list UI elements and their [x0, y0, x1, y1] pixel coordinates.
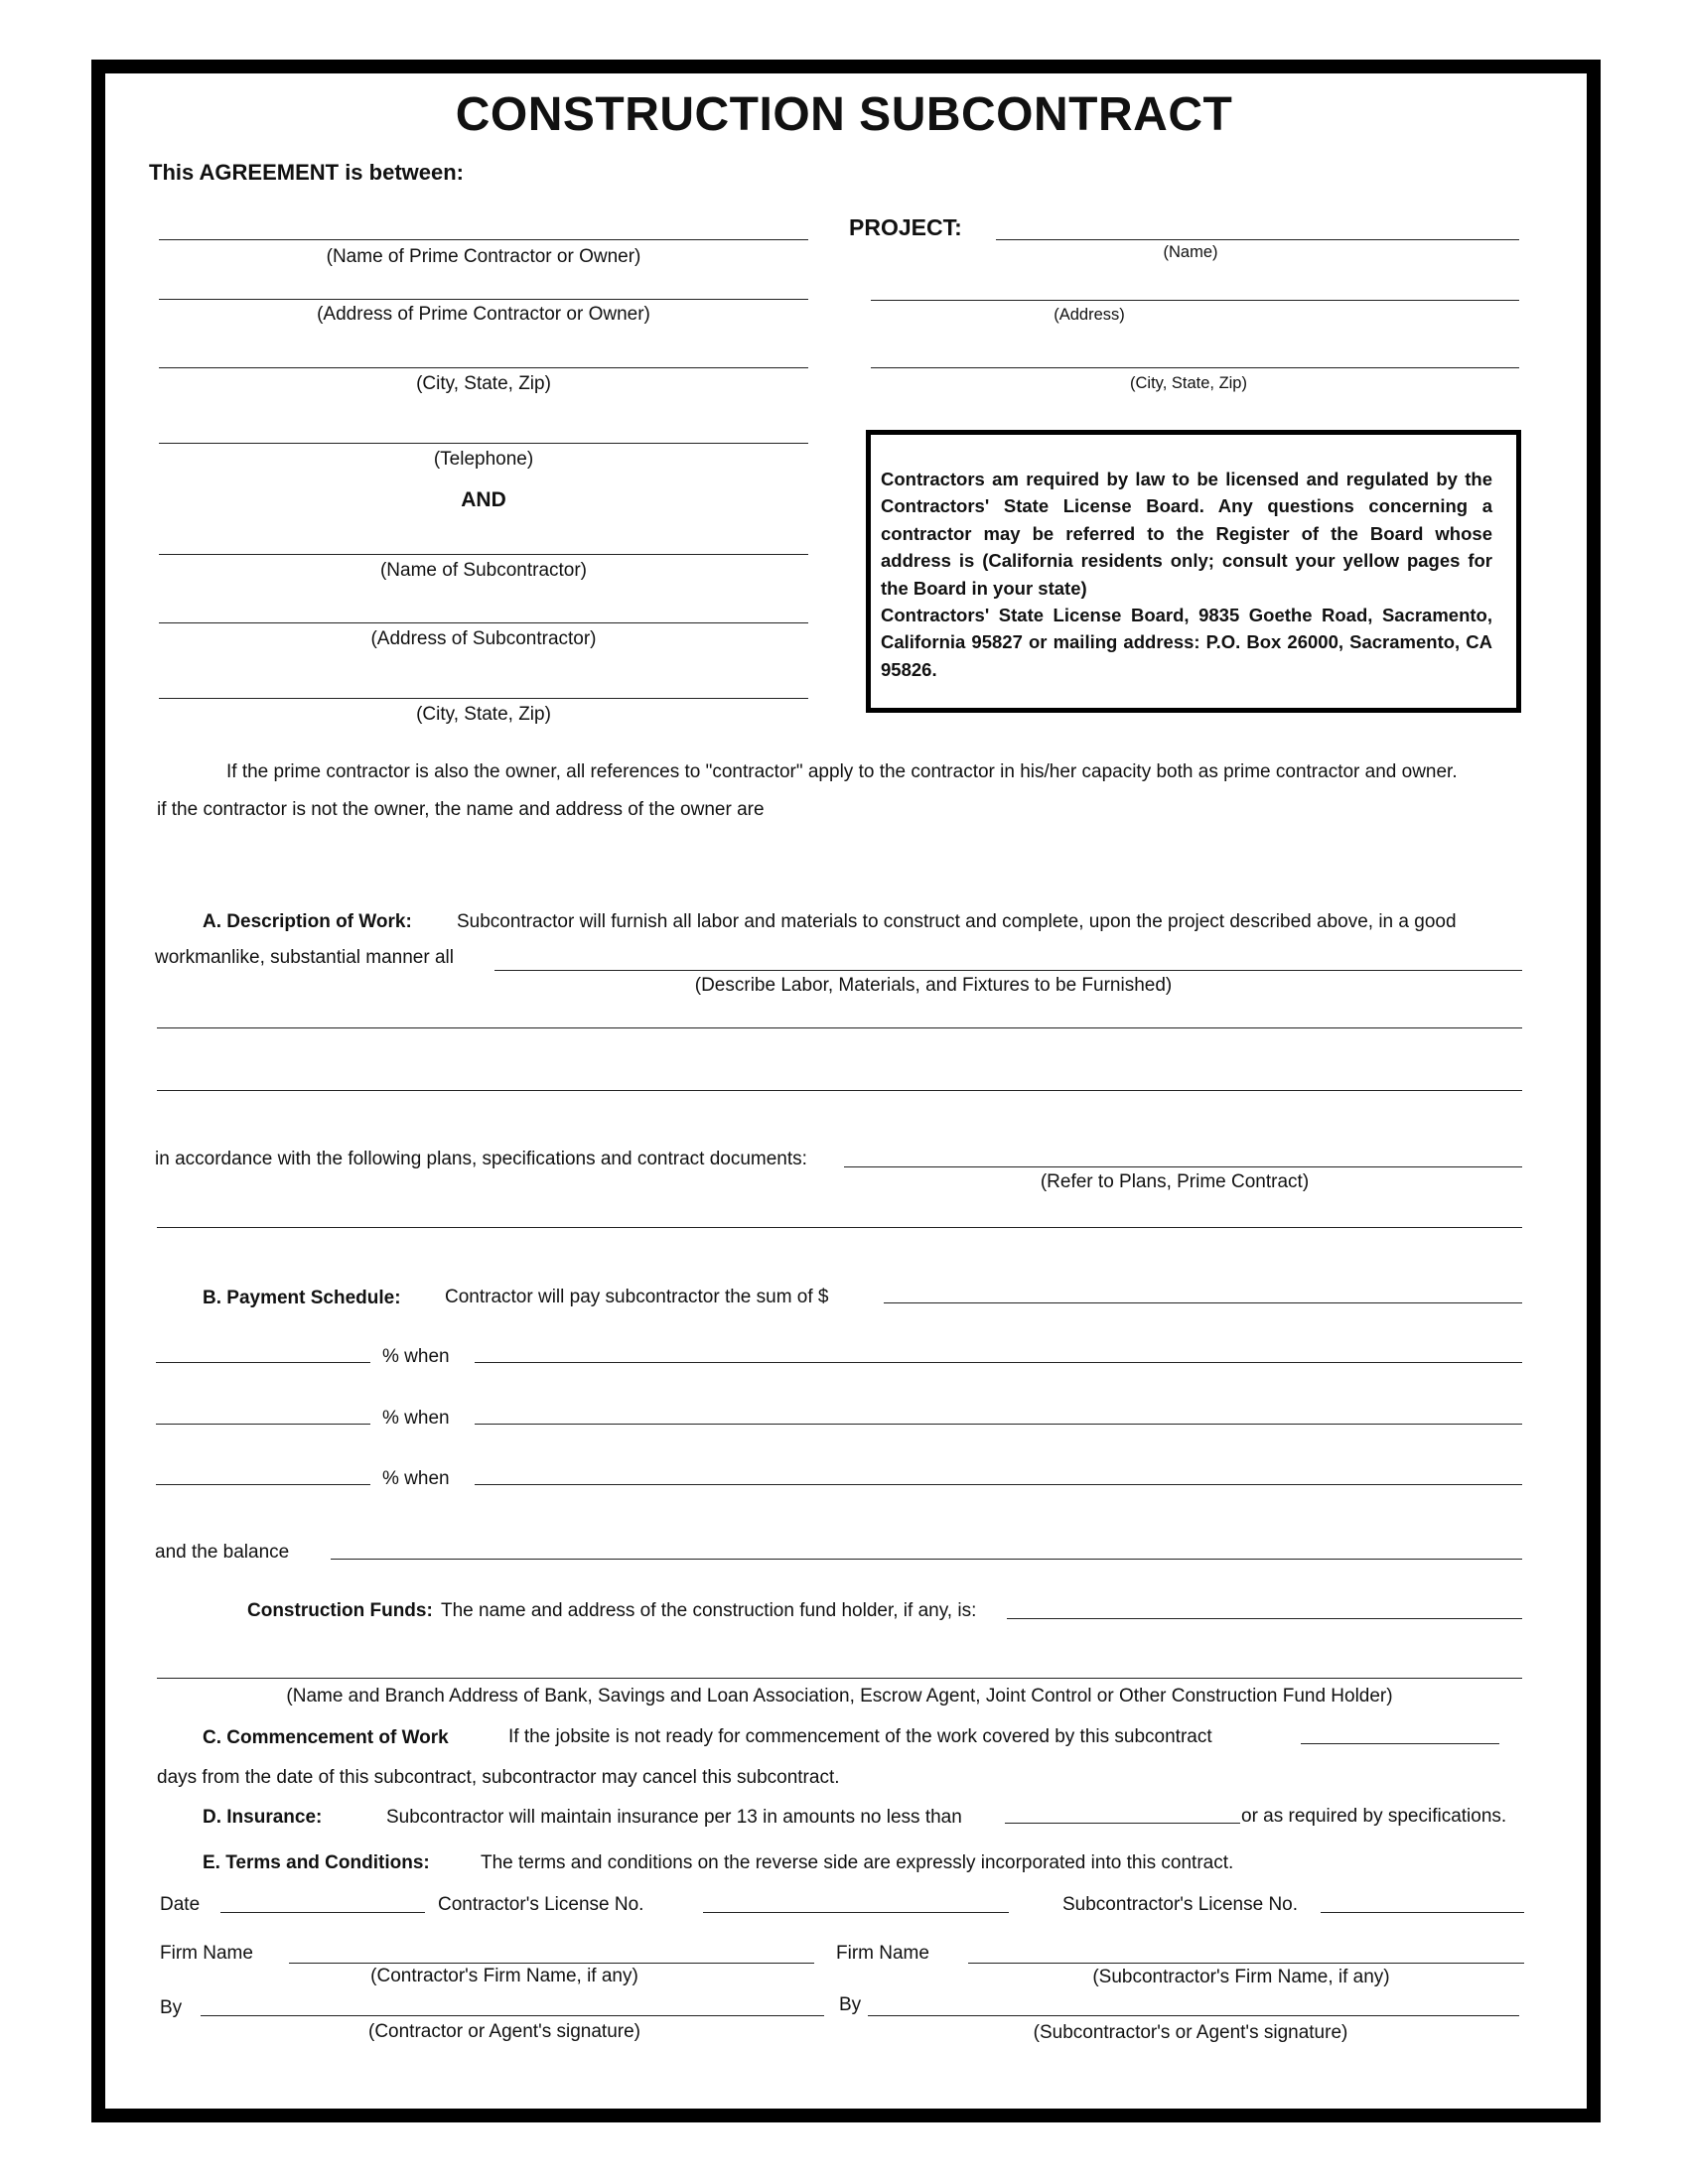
when-field-3[interactable]	[475, 1484, 1522, 1485]
when-field-1[interactable]	[475, 1362, 1522, 1363]
sub-by-label: By	[839, 1994, 862, 2015]
plans-text: in accordance with the following plans, specifications and contract documents:	[155, 1149, 807, 1169]
percent-field-1[interactable]	[156, 1362, 370, 1363]
percent-field-3[interactable]	[156, 1484, 370, 1485]
sub-address-field[interactable]	[159, 622, 808, 623]
section-a-text2: workmanlike, substantial manner all	[155, 947, 454, 968]
work-description-line-3[interactable]	[157, 1090, 1522, 1091]
construction-funds-heading: Construction Funds:	[247, 1600, 433, 1621]
balance-field[interactable]	[331, 1559, 1522, 1560]
project-city-field[interactable]	[871, 367, 1519, 368]
notice-paragraph: Contractors am required by law to be licensed and regulated by the Contractors' State License Board. Any questions concerning a contractor may be referred to the Register of the Board whose address is (California residents only; consult your yellow pages for the Board in your state)	[881, 469, 1492, 599]
project-name-caption: (Name)	[1163, 243, 1218, 261]
contractor-firm-label: Firm Name	[160, 1943, 253, 1964]
prime-address-field[interactable]	[159, 299, 808, 300]
sub-firm-field[interactable]	[968, 1963, 1524, 1964]
balance-label: and the balance	[155, 1542, 290, 1563]
section-c-text2: days from the date of this subcontract, subcontractor may cancel this subcontract.	[157, 1767, 840, 1788]
sub-license-label: Subcontractor's License No.	[1062, 1894, 1299, 1915]
fund-holder-caption: (Name and Branch Address of Bank, Savings and Loan Association, Escrow Agent, Joint Control or Other Construction Fund Holder)	[286, 1686, 1393, 1706]
plans-caption: (Refer to Plans, Prime Contract)	[1040, 1171, 1310, 1192]
work-description-field[interactable]	[494, 970, 1522, 971]
contractor-signature-caption: (Contractor or Agent's signature)	[368, 2021, 640, 2042]
work-description-caption: (Describe Labor, Materials, and Fixtures to be Furnished)	[694, 975, 1173, 996]
contractor-firm-caption: (Contractor's Firm Name, if any)	[370, 1966, 638, 1986]
section-d-heading: D. Insurance:	[203, 1807, 323, 1828]
sub-city-caption: (City, State, Zip)	[416, 704, 551, 725]
owner-clause-line1: If the prime contractor is also the owner, all references to "contractor" apply to the contractor in his/her capacity both as prime contractor and owner.	[226, 761, 1458, 782]
percent-when-label-2: % when	[382, 1408, 450, 1429]
section-c-heading: C. Commencement of Work	[203, 1727, 449, 1748]
project-city-caption: (City, State, Zip)	[1130, 374, 1247, 392]
plans-field[interactable]	[844, 1166, 1522, 1167]
license-notice-box	[866, 430, 1521, 713]
sub-city-field[interactable]	[159, 698, 808, 699]
section-e-text: The terms and conditions on the reverse side are expressly incorporated into this contract.	[481, 1852, 1234, 1873]
date-label: Date	[160, 1894, 201, 1915]
owner-clause-line2: if the contractor is not the owner, the name and address of the owner are	[157, 799, 765, 820]
project-address-caption: (Address)	[1054, 306, 1125, 324]
section-c-text: If the jobsite is not ready for commencement of the work covered by this subcontract	[508, 1726, 1212, 1747]
contractor-license-field[interactable]	[703, 1912, 1009, 1913]
section-d-text: Subcontractor will maintain insurance per 13 in amounts no less than	[386, 1807, 962, 1828]
sub-firm-caption: (Subcontractor's Firm Name, if any)	[1092, 1967, 1390, 1987]
prime-city-field[interactable]	[159, 367, 808, 368]
contractor-signature-field[interactable]	[201, 2015, 824, 2016]
contractor-by-label: By	[160, 1997, 183, 2018]
project-address-field[interactable]	[871, 300, 1519, 301]
percent-field-2[interactable]	[156, 1424, 370, 1425]
section-b-heading: B. Payment Schedule:	[203, 1288, 401, 1308]
page-title: CONSTRUCTION SUBCONTRACT	[455, 88, 1233, 141]
plans-line-2[interactable]	[157, 1227, 1522, 1228]
prime-address-caption: (Address of Prime Contractor or Owner)	[317, 304, 650, 325]
section-a-heading: A. Description of Work:	[203, 911, 412, 932]
contract-sum-field[interactable]	[884, 1302, 1522, 1303]
prime-city-caption: (City, State, Zip)	[416, 373, 551, 394]
sub-signature-caption: (Subcontractor's or Agent's signature)	[1033, 2022, 1348, 2043]
section-e-heading: E. Terms and Conditions:	[203, 1852, 430, 1873]
fund-holder-line-2[interactable]	[157, 1678, 1522, 1679]
and-label: AND	[461, 488, 506, 511]
section-d-text2: or as required by specifications.	[1241, 1806, 1507, 1827]
date-field[interactable]	[220, 1912, 425, 1913]
intro-text: This AGREEMENT is between:	[149, 160, 465, 185]
section-b-text: Contractor will pay subcontractor the sum of $	[445, 1287, 829, 1307]
insurance-amount-field[interactable]	[1005, 1823, 1240, 1824]
sub-firm-label: Firm Name	[836, 1943, 929, 1964]
project-label: PROJECT:	[849, 214, 962, 240]
construction-funds-text: The name and address of the construction fund holder, if any, is:	[441, 1600, 977, 1621]
telephone-caption: (Telephone)	[433, 449, 534, 470]
sub-name-caption: (Name of Subcontractor)	[379, 560, 588, 581]
days-field[interactable]	[1301, 1743, 1499, 1744]
sub-address-caption: (Address of Subcontractor)	[370, 628, 597, 649]
work-description-line-2[interactable]	[157, 1027, 1522, 1028]
project-name-field[interactable]	[996, 239, 1519, 240]
percent-when-label-3: % when	[382, 1468, 450, 1489]
section-a-text: Subcontractor will furnish all labor and materials to construct and complete, upon the project described above, in a good	[457, 911, 1457, 932]
contractor-license-label: Contractor's License No.	[438, 1894, 644, 1915]
fund-holder-field[interactable]	[1007, 1618, 1522, 1619]
notice-address: Contractors' State License Board, 9835 Goethe Road, Sacramento, California 95827 or mailing address: P.O. Box 26000, Sacramento, CA 95826.	[881, 605, 1492, 680]
percent-when-label-1: % when	[382, 1346, 450, 1367]
telephone-field[interactable]	[159, 443, 808, 444]
when-field-2[interactable]	[475, 1424, 1522, 1425]
sub-signature-field[interactable]	[868, 2015, 1519, 2016]
contractor-firm-field[interactable]	[289, 1963, 814, 1964]
prime-name-field[interactable]	[159, 239, 808, 240]
sub-name-field[interactable]	[159, 554, 808, 555]
prime-name-caption: (Name of Prime Contractor or Owner)	[326, 246, 641, 267]
sub-license-field[interactable]	[1321, 1912, 1524, 1913]
